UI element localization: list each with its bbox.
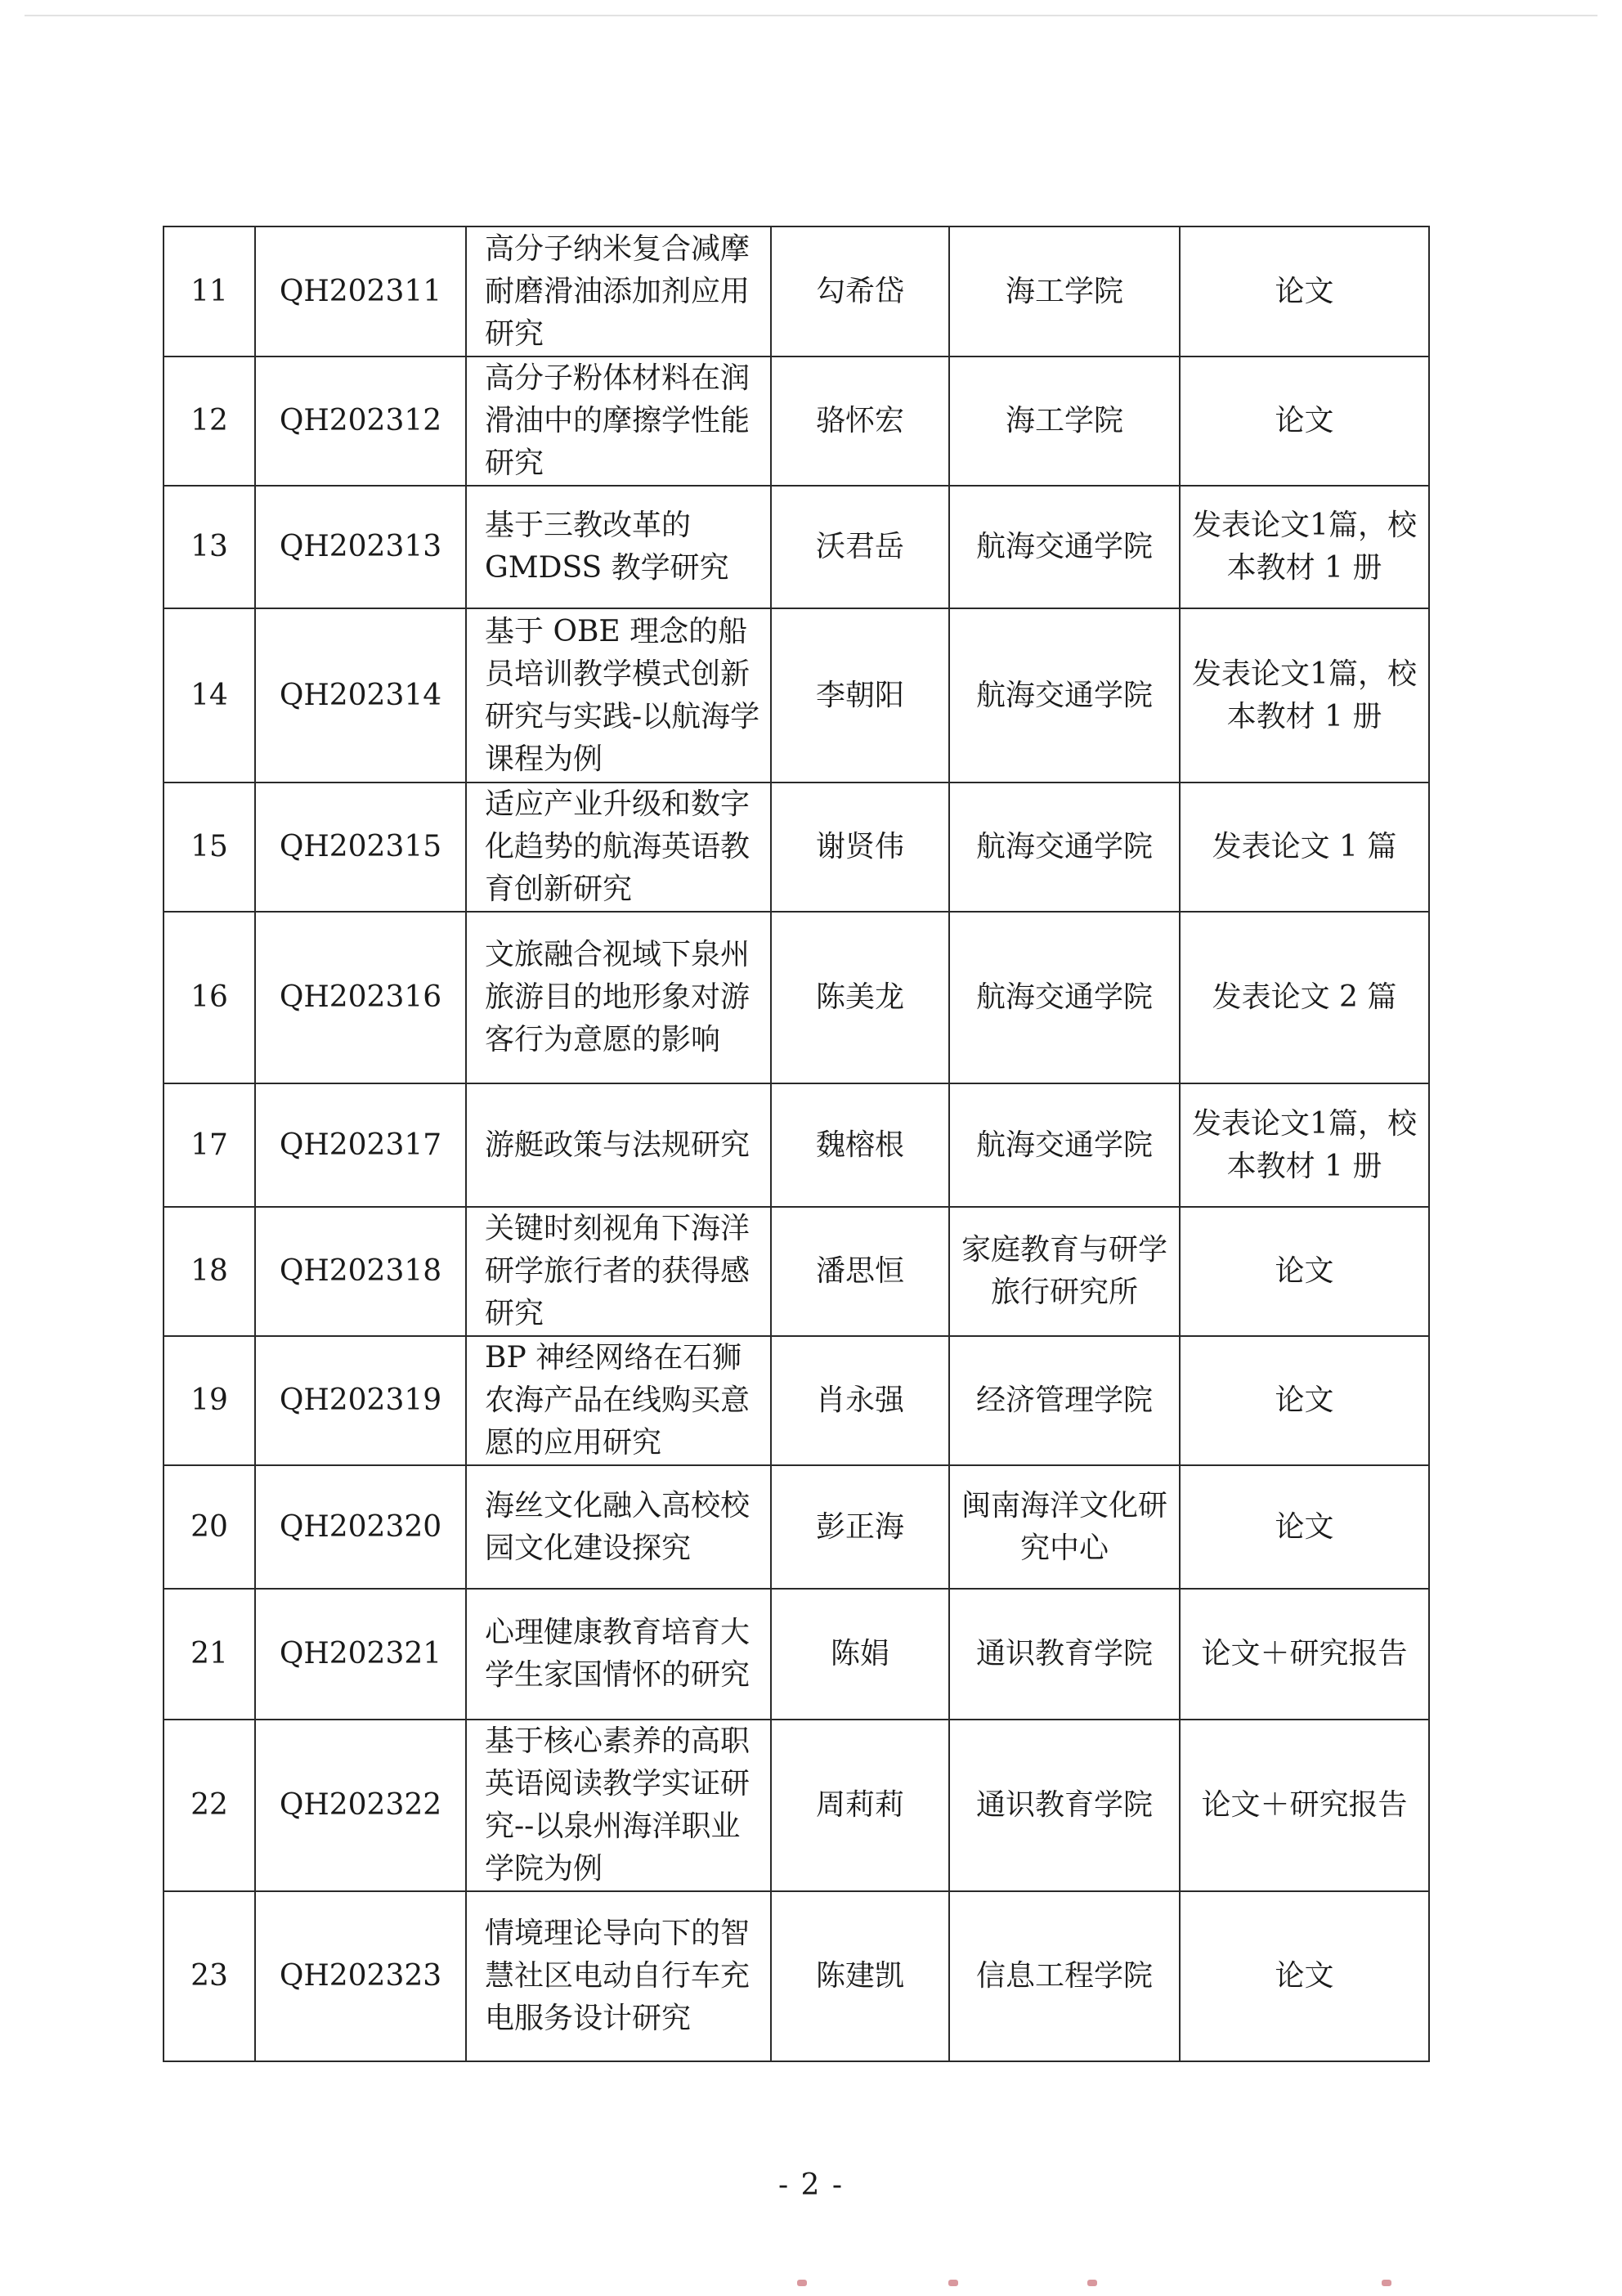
- project-leader: 谢贤伟: [771, 783, 949, 912]
- row-number: 22: [164, 1720, 255, 1891]
- row-number: 17: [164, 1083, 255, 1207]
- project-leader: 陈美龙: [771, 912, 949, 1083]
- department: 家庭教育与研学旅行研究所: [949, 1207, 1180, 1336]
- project-code: QH202312: [255, 357, 466, 486]
- table-row: [164, 912, 1429, 1083]
- department: 信息工程学院: [949, 1891, 1180, 2061]
- project-title: 基于 OBE 理念的船员培训教学模式创新研究与实践-以航海学课程为例: [466, 608, 771, 783]
- project-leader: 勾希岱: [771, 226, 949, 357]
- row-number: 18: [164, 1207, 255, 1336]
- project-title: 高分子粉体材料在润滑油中的摩擦学性能研究: [466, 357, 771, 486]
- department: 航海交通学院: [949, 783, 1180, 912]
- scan-mark: [1382, 2280, 1391, 2286]
- department: 经济管理学院: [949, 1336, 1180, 1465]
- department: 航海交通学院: [949, 608, 1180, 783]
- project-title: 关键时刻视角下海洋研学旅行者的获得感研究: [466, 1207, 771, 1336]
- project-code: QH202313: [255, 486, 466, 608]
- row-number: 21: [164, 1589, 255, 1720]
- expected-result: 论文: [1180, 1465, 1429, 1589]
- project-leader: 潘思恒: [771, 1207, 949, 1336]
- project-code: QH202321: [255, 1589, 466, 1720]
- table-row: [164, 1465, 1429, 1589]
- project-code: QH202317: [255, 1083, 466, 1207]
- table-row: [164, 1891, 1429, 2061]
- scan-bottom-marks: [0, 2280, 1622, 2296]
- project-title: 情境理论导向下的智慧社区电动自行车充电服务设计研究: [466, 1891, 771, 2061]
- project-title: 高分子纳米复合减摩耐磨滑油添加剂应用研究: [466, 226, 771, 357]
- expected-result: 发表论文1篇，校本教材 1 册: [1180, 1083, 1429, 1207]
- row-number: 12: [164, 357, 255, 486]
- project-title: BP 神经网络在石狮农海产品在线购买意愿的应用研究: [466, 1336, 771, 1465]
- project-title: 基于三教改革的GMDSS 教学研究: [466, 486, 771, 608]
- row-number: 13: [164, 486, 255, 608]
- project-code: QH202315: [255, 783, 466, 912]
- expected-result: 发表论文1篇，校本教材 1 册: [1180, 486, 1429, 608]
- scan-mark: [948, 2280, 958, 2286]
- table-row: [164, 1589, 1429, 1720]
- scan-mark: [1087, 2280, 1097, 2286]
- project-leader: 周莉莉: [771, 1720, 949, 1891]
- project-title: 海丝文化融入高校校园文化建设探究: [466, 1465, 771, 1589]
- table-row: [164, 608, 1429, 783]
- expected-result: 论文: [1180, 357, 1429, 486]
- table-row: [164, 357, 1429, 486]
- project-leader: 沃君岳: [771, 486, 949, 608]
- project-code: QH202314: [255, 608, 466, 783]
- table-row: [164, 1720, 1429, 1891]
- project-code: QH202320: [255, 1465, 466, 1589]
- table-row: [164, 1336, 1429, 1465]
- expected-result: 论文: [1180, 1891, 1429, 2061]
- expected-result: 论文: [1180, 1207, 1429, 1336]
- project-leader: 魏榕根: [771, 1083, 949, 1207]
- expected-result: 发表论文 2 篇: [1180, 912, 1429, 1083]
- expected-result: 论文: [1180, 1336, 1429, 1465]
- department: 海工学院: [949, 226, 1180, 357]
- expected-result: 论文: [1180, 226, 1429, 357]
- row-number: 20: [164, 1465, 255, 1589]
- project-title: 基于核心素养的高职英语阅读教学实证研究--以泉州海洋职业学院为例: [466, 1720, 771, 1891]
- project-leader: 陈娟: [771, 1589, 949, 1720]
- table-row: [164, 1083, 1429, 1207]
- row-number: 14: [164, 608, 255, 783]
- department: 海工学院: [949, 357, 1180, 486]
- project-code: QH202311: [255, 226, 466, 357]
- expected-result: 发表论文 1 篇: [1180, 783, 1429, 912]
- project-code: QH202319: [255, 1336, 466, 1465]
- table-row: [164, 486, 1429, 608]
- project-leader: 李朝阳: [771, 608, 949, 783]
- department: 通识教育学院: [949, 1720, 1180, 1891]
- row-number: 23: [164, 1891, 255, 2061]
- project-code: QH202323: [255, 1891, 466, 2061]
- row-number: 15: [164, 783, 255, 912]
- project-table-body: [164, 226, 1429, 2061]
- project-leader: 陈建凯: [771, 1891, 949, 2061]
- row-number: 19: [164, 1336, 255, 1465]
- table-row: [164, 783, 1429, 912]
- project-code: QH202316: [255, 912, 466, 1083]
- department: 航海交通学院: [949, 1083, 1180, 1207]
- scan-mark: [797, 2280, 807, 2286]
- department: 航海交通学院: [949, 912, 1180, 1083]
- project-code: QH202318: [255, 1207, 466, 1336]
- project-table: [163, 226, 1430, 2062]
- project-leader: 肖永强: [771, 1336, 949, 1465]
- project-code: QH202322: [255, 1720, 466, 1891]
- department: 闽南海洋文化研究中心: [949, 1465, 1180, 1589]
- department: 通识教育学院: [949, 1589, 1180, 1720]
- project-title: 文旅融合视域下泉州旅游目的地形象对游客行为意愿的影响: [466, 912, 771, 1083]
- expected-result: 论文＋研究报告: [1180, 1720, 1429, 1891]
- page-number: - 2 -: [777, 2168, 845, 2202]
- expected-result: 发表论文1篇，校本教材 1 册: [1180, 608, 1429, 783]
- row-number: 16: [164, 912, 255, 1083]
- table-row: [164, 1207, 1429, 1336]
- project-leader: 骆怀宏: [771, 357, 949, 486]
- expected-result: 论文＋研究报告: [1180, 1589, 1429, 1720]
- project-leader: 彭正海: [771, 1465, 949, 1589]
- scan-top-edge: [25, 15, 1597, 16]
- project-title: 心理健康教育培育大学生家国情怀的研究: [466, 1589, 771, 1720]
- table-row: [164, 226, 1429, 357]
- department: 航海交通学院: [949, 486, 1180, 608]
- project-title: 适应产业升级和数字化趋势的航海英语教育创新研究: [466, 783, 771, 912]
- row-number: 11: [164, 226, 255, 357]
- project-title: 游艇政策与法规研究: [466, 1083, 771, 1207]
